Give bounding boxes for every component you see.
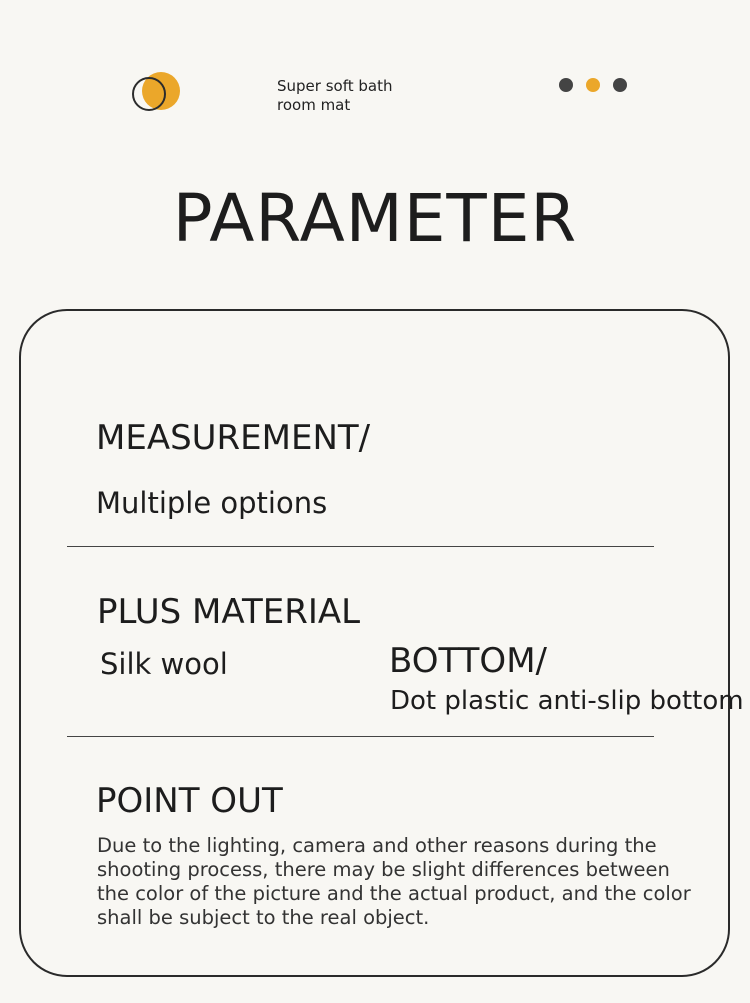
- bottom-value: Dot plastic anti-slip bottom: [390, 686, 744, 716]
- dot-icon: [613, 78, 627, 92]
- measurement-value: Multiple options: [96, 486, 328, 520]
- plus-material-label: PLUS MATERIAL: [97, 592, 361, 632]
- measurement-label: MEASUREMENT/: [96, 418, 371, 458]
- point-out-label: POINT OUT: [96, 781, 283, 821]
- bottom-label: BOTTOM/: [389, 641, 547, 681]
- point-out-text: Due to the lighting, camera and other reasons during the shooting process, there may be slight differences between the color of the picture and the actual product, and the color shall be subject to the real object.: [97, 834, 691, 929]
- dot-icon-active: [586, 78, 600, 92]
- page-title: PARAMETER: [172, 180, 578, 257]
- logo-circle-ring: [132, 77, 166, 111]
- divider: [67, 736, 654, 737]
- plus-material-value: Silk wool: [100, 647, 228, 681]
- brand-text: Super soft bath room mat: [277, 77, 393, 114]
- logo-icon: [132, 72, 182, 116]
- divider: [67, 546, 654, 547]
- dot-icon: [559, 78, 573, 92]
- dots-indicator: [559, 78, 627, 92]
